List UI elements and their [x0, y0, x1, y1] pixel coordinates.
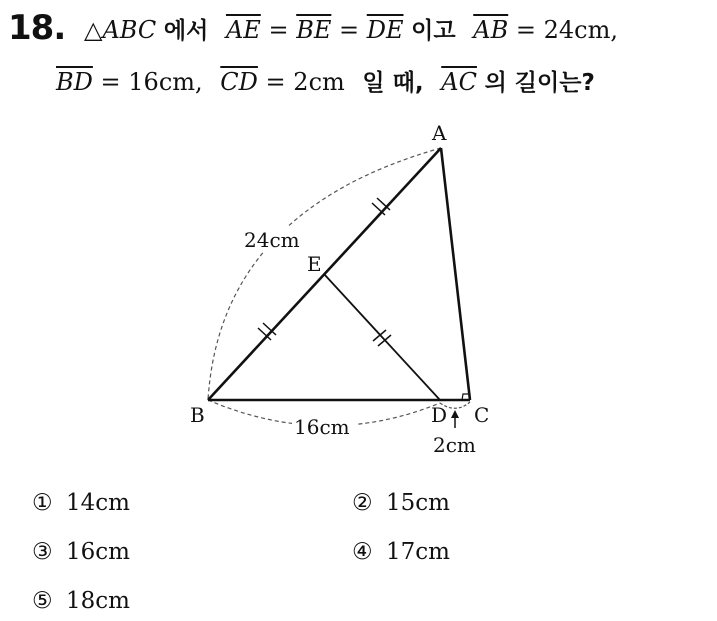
text-question-tail: 의 길이는?: [484, 70, 595, 96]
segment-ae: $\overline{AE}$: [225, 16, 261, 44]
option-1-text: 14cm: [66, 490, 130, 516]
question-number: 18.: [8, 8, 66, 48]
option-1[interactable]: [32, 490, 130, 516]
option-4-mark: ④: [352, 539, 373, 565]
equals-sign: =: [515, 16, 536, 44]
value-ab: 24cm,: [543, 16, 618, 44]
value-bd: 16cm,: [128, 68, 203, 96]
option-4-text: 17cm: [386, 539, 450, 565]
equals-sign: =: [100, 68, 121, 96]
segment-ab: $\overline{AB}$: [473, 16, 509, 44]
text-il-ttae: 일 때,: [362, 70, 424, 96]
label-c: C: [474, 403, 490, 427]
text-eseo: 에서: [163, 18, 209, 44]
equals-sign: =: [339, 16, 360, 44]
label-a: A: [432, 121, 447, 145]
option-5[interactable]: [32, 588, 130, 614]
value-cd: 2cm: [293, 68, 345, 96]
option-2-text: 15cm: [386, 490, 450, 516]
length-label-bd: 16cm: [294, 415, 350, 439]
length-label-cd: 2cm: [433, 433, 476, 457]
text-igo: 이고: [411, 18, 456, 44]
length-label-ab: 24cm: [244, 228, 300, 252]
equals-sign: =: [265, 68, 286, 96]
label-d: D: [431, 403, 448, 427]
segment-de-line: [324, 274, 440, 400]
segment-ac: $\overline{AC}$: [441, 68, 477, 96]
option-2[interactable]: [352, 490, 450, 516]
arrow-head-icon: [451, 410, 459, 418]
option-5-text: 18cm: [66, 588, 130, 614]
equals-sign: =: [268, 16, 289, 44]
segment-be: $\overline{BE}$: [296, 16, 332, 44]
option-3-text: 16cm: [66, 539, 130, 565]
option-3-mark: ③: [32, 539, 53, 565]
option-2-mark: ②: [352, 490, 373, 516]
option-1-mark: ①: [32, 490, 53, 516]
label-b: B: [190, 403, 205, 427]
label-e: E: [307, 252, 322, 276]
triangle-abc: △ABC: [84, 16, 157, 44]
segment-cd: $\overline{CD}$: [220, 68, 258, 96]
segment-de: $\overline{DE}$: [366, 16, 404, 44]
side-ac: [441, 148, 470, 400]
option-5-mark: ⑤: [32, 588, 53, 614]
segment-bd: $\overline{BD}$: [56, 68, 93, 96]
option-3[interactable]: [32, 539, 130, 565]
option-4[interactable]: [352, 539, 450, 565]
